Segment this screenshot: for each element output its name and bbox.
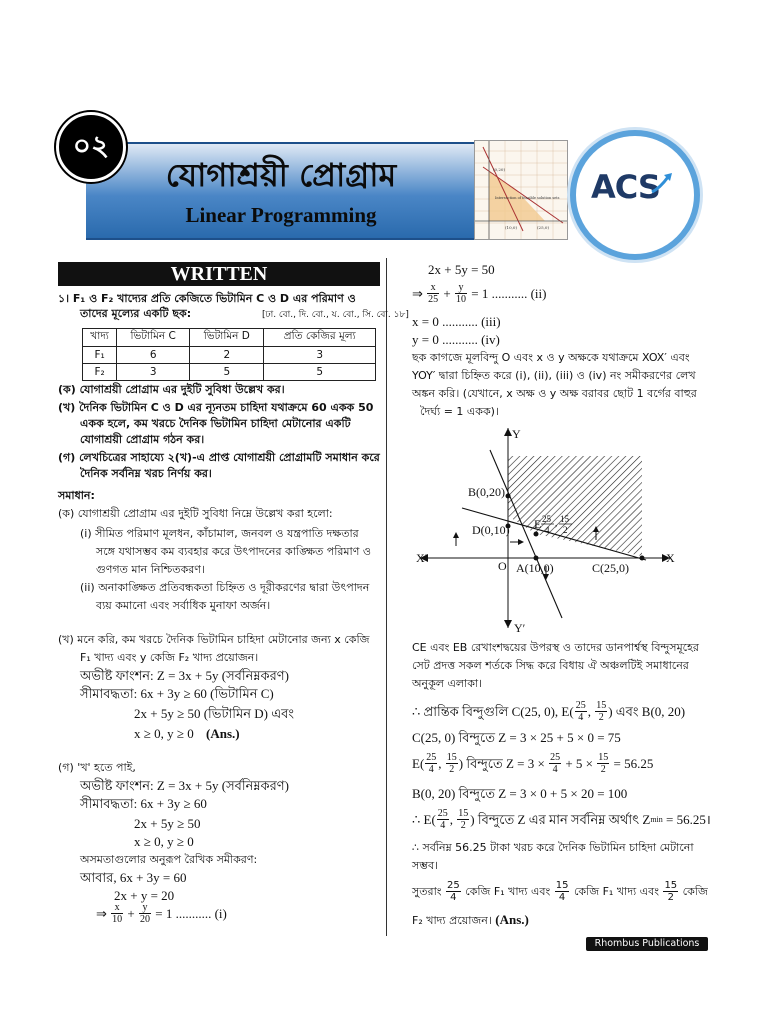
axis-label-x-prime: X′ (416, 551, 428, 565)
arrow-up-right-icon (650, 172, 674, 194)
question-part-ga: (গ) লেখচিত্রের সাহায্যে ২(খ)-এ প্রাপ্ত যোগাশ্রয়ী প্রোগ্রামটি সমাধান করে (58, 451, 380, 464)
thumbnail-label: (10,0) (505, 225, 518, 230)
graph-instructions: দৈর্ঘ্য = 1 একক)। (420, 405, 499, 418)
point-a (534, 556, 539, 561)
question-part-kha: (খ) দৈনিক ভিটামিন C ও D এর ন্যূনতম চাহিদা যথাক্রমে 60 একক 50 (58, 401, 374, 414)
point-label-e: E (534, 517, 542, 531)
svg-text:2: 2 (563, 525, 568, 535)
objective-function: অভীষ্ট ফাংশন: Z = 3x + 5y (সর্বনিম্নকরণ) (80, 778, 289, 793)
equation-iv: y = 0 ........... (iv) (412, 332, 500, 347)
question-line: ১। F₁ ও F₂ খাদ্যের প্রতি কেজিতে ভিটামিন C ও D এর পরিমাণ ও (58, 292, 356, 305)
thumbnail-note: Intersection of feasible solution sets (495, 196, 560, 200)
final-answer-line: F₂ খাদ্য প্রয়োজন। (Ans.) (412, 912, 529, 927)
solution-text: (ii) অনাকাঙ্ক্ষিত প্রতিবন্ধকতা চিহ্নিত ও দূরীকরণের দ্বারা উৎপাদন (80, 581, 370, 594)
equation-ii: ⇒ $\frac{x}{25}$ + $\frac{y}{10}$ = 1 ........... (ii) (412, 282, 547, 305)
section-heading: WRITTEN (58, 262, 380, 286)
equation-i: ⇒ $\frac{x}{10}$ + $\frac{y}{20}$ = 1 ........... (i) (96, 902, 227, 925)
graph-instructions: YOY′ দ্বারা চিহ্নিত করে (i), (ii), (iii) ও (iv) নং সমীকরণের লেখ (412, 369, 696, 382)
region-description: অনুকূল এলাকা। (412, 677, 483, 690)
point-label-c: C(25,0) (592, 561, 629, 575)
point-label-a: A(10,0) (516, 561, 554, 575)
thumbnail-label: (0,20) (493, 167, 506, 172)
axis-label-y: Y (512, 427, 521, 441)
table-cell: 6 (117, 347, 190, 364)
z-minimum: ∴ E( $\frac{25}{4}$ , $\frac{15}{2}$ ) বিন্দুতে Z এর মান সর্বনিম্ন অর্থাৎ Z min = 56.25। (412, 808, 711, 831)
table-cell: 5 (264, 364, 376, 381)
publisher-tag: Rhombus Publications (586, 937, 708, 951)
question-part-ga: দৈনিক সর্বনিম্ন খরচ নির্ণয় কর। (80, 467, 212, 480)
column-divider (386, 258, 387, 936)
thumbnail-label: (25,0) (537, 225, 550, 230)
solution-text: ব্যয় কমানো এবং সর্বাধিক মুনাফা অর্জন। (96, 599, 271, 612)
y-arrow-icon (504, 428, 512, 436)
direction-arrow-icon (518, 539, 524, 545)
graph-instructions: অঙ্কন করি। (যেখানে, x অক্ষ ও y অক্ষ বরাবর ছোট 1 বর্গের বাহুর (412, 387, 697, 400)
corner-points: ∴ প্রান্তিক বিন্দুগুলি C(25, 0), E ( $\frac{25}{4}$ , $\frac{15}{2}$ ) এবং B(0, 20) (412, 700, 686, 723)
question-line: তাদের মূল্যের একটি ছক: (80, 307, 192, 320)
fraction: $\frac{x}{25}$ (428, 282, 439, 305)
table-header: ভিটামিন C (117, 329, 190, 347)
solution-text: F₁ খাদ্য এবং y কেজি F₂ খাদ্য প্রয়োজন। (80, 651, 259, 664)
fraction: $\frac{y}{20}$ (140, 902, 150, 925)
z-at-b: B(0, 20) বিন্দুতে Z = 3 × 0 + 5 × 20 = 100 (412, 786, 628, 801)
acs-logo: ACS (591, 168, 660, 206)
graph-instructions: ছক কাগজে মূলবিন্দু O এবং x ও y অক্ষকে যথাক্রমে XOX′ এবং (412, 351, 690, 364)
feasible-region-graph (412, 422, 682, 636)
region-description: CE এবং EB রেখাংশদ্বয়ের উপরস্থ ও তাদের ডানপার্শ্বস্থ বিন্দুসমূহের (412, 641, 699, 654)
cost-conclusion: সম্ভব। (412, 859, 439, 872)
e-coordinate: 25 (542, 514, 551, 524)
z-at-e: E( $\frac{25}{4}$ , $\frac{15}{2}$ ) বিন্দুতে Z = 3 × $\frac{25}{4}$ + 5 × $\frac{15}{2}$ = 56.25 (412, 752, 654, 775)
table-row (83, 347, 376, 364)
solution-heading: সমাধান: (58, 489, 95, 502)
equation: 2x + y = 20 (114, 888, 175, 903)
point-b (506, 494, 511, 499)
thumbnail-graph-icon (475, 141, 567, 239)
fraction: $\frac{x}{10}$ (112, 902, 123, 925)
question-part-kha: যোগাশ্রয়ী প্রোগ্রাম গঠন কর। (80, 433, 205, 446)
table-header: ভিটামিন D (190, 329, 264, 347)
answer-mark: (Ans.) (206, 726, 240, 741)
solution-text: গুণগত মান নিশ্চিতকরণ। (96, 563, 205, 576)
equation: আবার, 6x + 3y = 60 (80, 870, 187, 885)
solution-text: (গ) 'খ' হতে পাই, (58, 761, 136, 774)
question-source: [ঢা. বো., দি. বো., য. বো., সি. বো. ১৮] (262, 310, 409, 320)
chapter-graph-thumbnail (474, 140, 568, 240)
point-c (640, 556, 645, 561)
svg-text:,: , (555, 518, 558, 528)
constraint: সীমাবদ্ধতা: 6x + 3y ≥ 60 (80, 796, 207, 811)
equation-iii: x = 0 ........... (iii) (412, 314, 501, 329)
svg-text:15: 15 (560, 514, 569, 524)
z-at-c: C(25, 0) বিন্দুতে Z = 3 × 25 + 5 × 0 = 75 (412, 730, 621, 745)
svg-text:4: 4 (545, 525, 550, 535)
table-header-row (83, 329, 376, 347)
solution-text: অসমতাগুলোর অনুরূপ রৈখিক সমীকরণ: (80, 853, 258, 866)
y-prime-arrow-icon (504, 620, 512, 628)
point-label-d: D(0,10) (472, 523, 510, 537)
constraint: x ≥ 0, y ≥ 0 (134, 834, 194, 849)
chapter-number: ০২ (56, 112, 126, 182)
table-cell: F₂ (83, 364, 117, 381)
constraint: 2x + 5y ≥ 50 (134, 816, 201, 831)
table-header: প্রতি কেজির মূল্য (264, 329, 376, 347)
feasible-region (508, 456, 642, 556)
question-part-ka: (ক) যোগাশ্রয়ী প্রোগ্রাম এর দুইটি সুবিধা উল্লেখ কর। (58, 383, 285, 396)
table-cell: 3 (117, 364, 190, 381)
final-answer: সুতরাং $\frac{25}{4}$ কেজি F₁ খাদ্য এবং $\frac{15}{4}$ কেজি F₁ খাদ্য এবং $\frac{15}{2}$ কেজি (412, 880, 708, 903)
question-part-kha: একক হলে, কম খরচে দৈনিক ভিটামিন চাহিদা মেটানোর একটি (80, 417, 351, 430)
table-cell: 5 (190, 364, 264, 381)
table-row (83, 364, 376, 381)
fraction: $\frac{y}{10}$ (456, 282, 466, 305)
chapter-title-bn: যোগাশ্রয়ী প্রোগ্রাম (165, 156, 397, 194)
objective-function: অভীষ্ট ফাংশন: Z = 3x + 5y (সর্বনিম্নকরণ) (80, 668, 289, 683)
region-description: সেট প্রদত্ত সকল শর্তকে সিদ্ধ করে বিধায় ঐ অঞ্চলটিই সমাধানের (412, 659, 689, 672)
solution-text: (i) সীমিত পরিমাণ মূলধন, কাঁচামাল, জনবল ও যন্ত্রপাতি দক্ষতার (80, 527, 359, 540)
implies-symbol: ⇒ (96, 906, 111, 921)
axis-label-x: X (666, 551, 675, 565)
table-cell: F₁ (83, 347, 117, 364)
equation: 2x + 5y = 50 (428, 262, 495, 277)
constraint: 2x + 5y ≥ 50 (ভিটামিন D) এবং (134, 706, 294, 721)
axis-label-y-prime: Y′ (514, 621, 526, 635)
point-label-b: B(0,20) (468, 485, 505, 499)
chapter-title-en: Linear Programming (185, 203, 377, 227)
point-e (534, 532, 539, 537)
solution-text: (ক) যোগাশ্রয়ী প্রোগ্রাম এর দুইটি সুবিধা নিম্নে উল্লেখ করা হলো: (58, 507, 333, 520)
constraint: x ≥ 0, y ≥ 0 (134, 726, 194, 741)
solution-text: সঙ্গে যথাসম্ভব কম ব্যবহার করে উৎপাদনের কাঙ্ক্ষিত পরিমাণ ও (96, 545, 371, 558)
nutrition-table (82, 328, 376, 381)
solution-text: (খ) মনে করি, কম খরচে দৈনিক ভিটামিন চাহিদা মেটানোর জন্য x কেজি (58, 633, 370, 646)
table-cell: 2 (190, 347, 264, 364)
constraint: সীমাবদ্ধতা: 6x + 3y ≥ 60 (ভিটামিন C) (80, 686, 274, 701)
cost-conclusion: ∴ সর্বনিম্ন 56.25 টাকা খরচ করে দৈনিক ভিটামিন চাহিদা মেটানো (412, 841, 694, 854)
table-cell: 3 (264, 347, 376, 364)
table-header: খাদ্য (83, 329, 117, 347)
origin-label: O (498, 559, 507, 573)
direction-arrow-icon (453, 532, 459, 538)
